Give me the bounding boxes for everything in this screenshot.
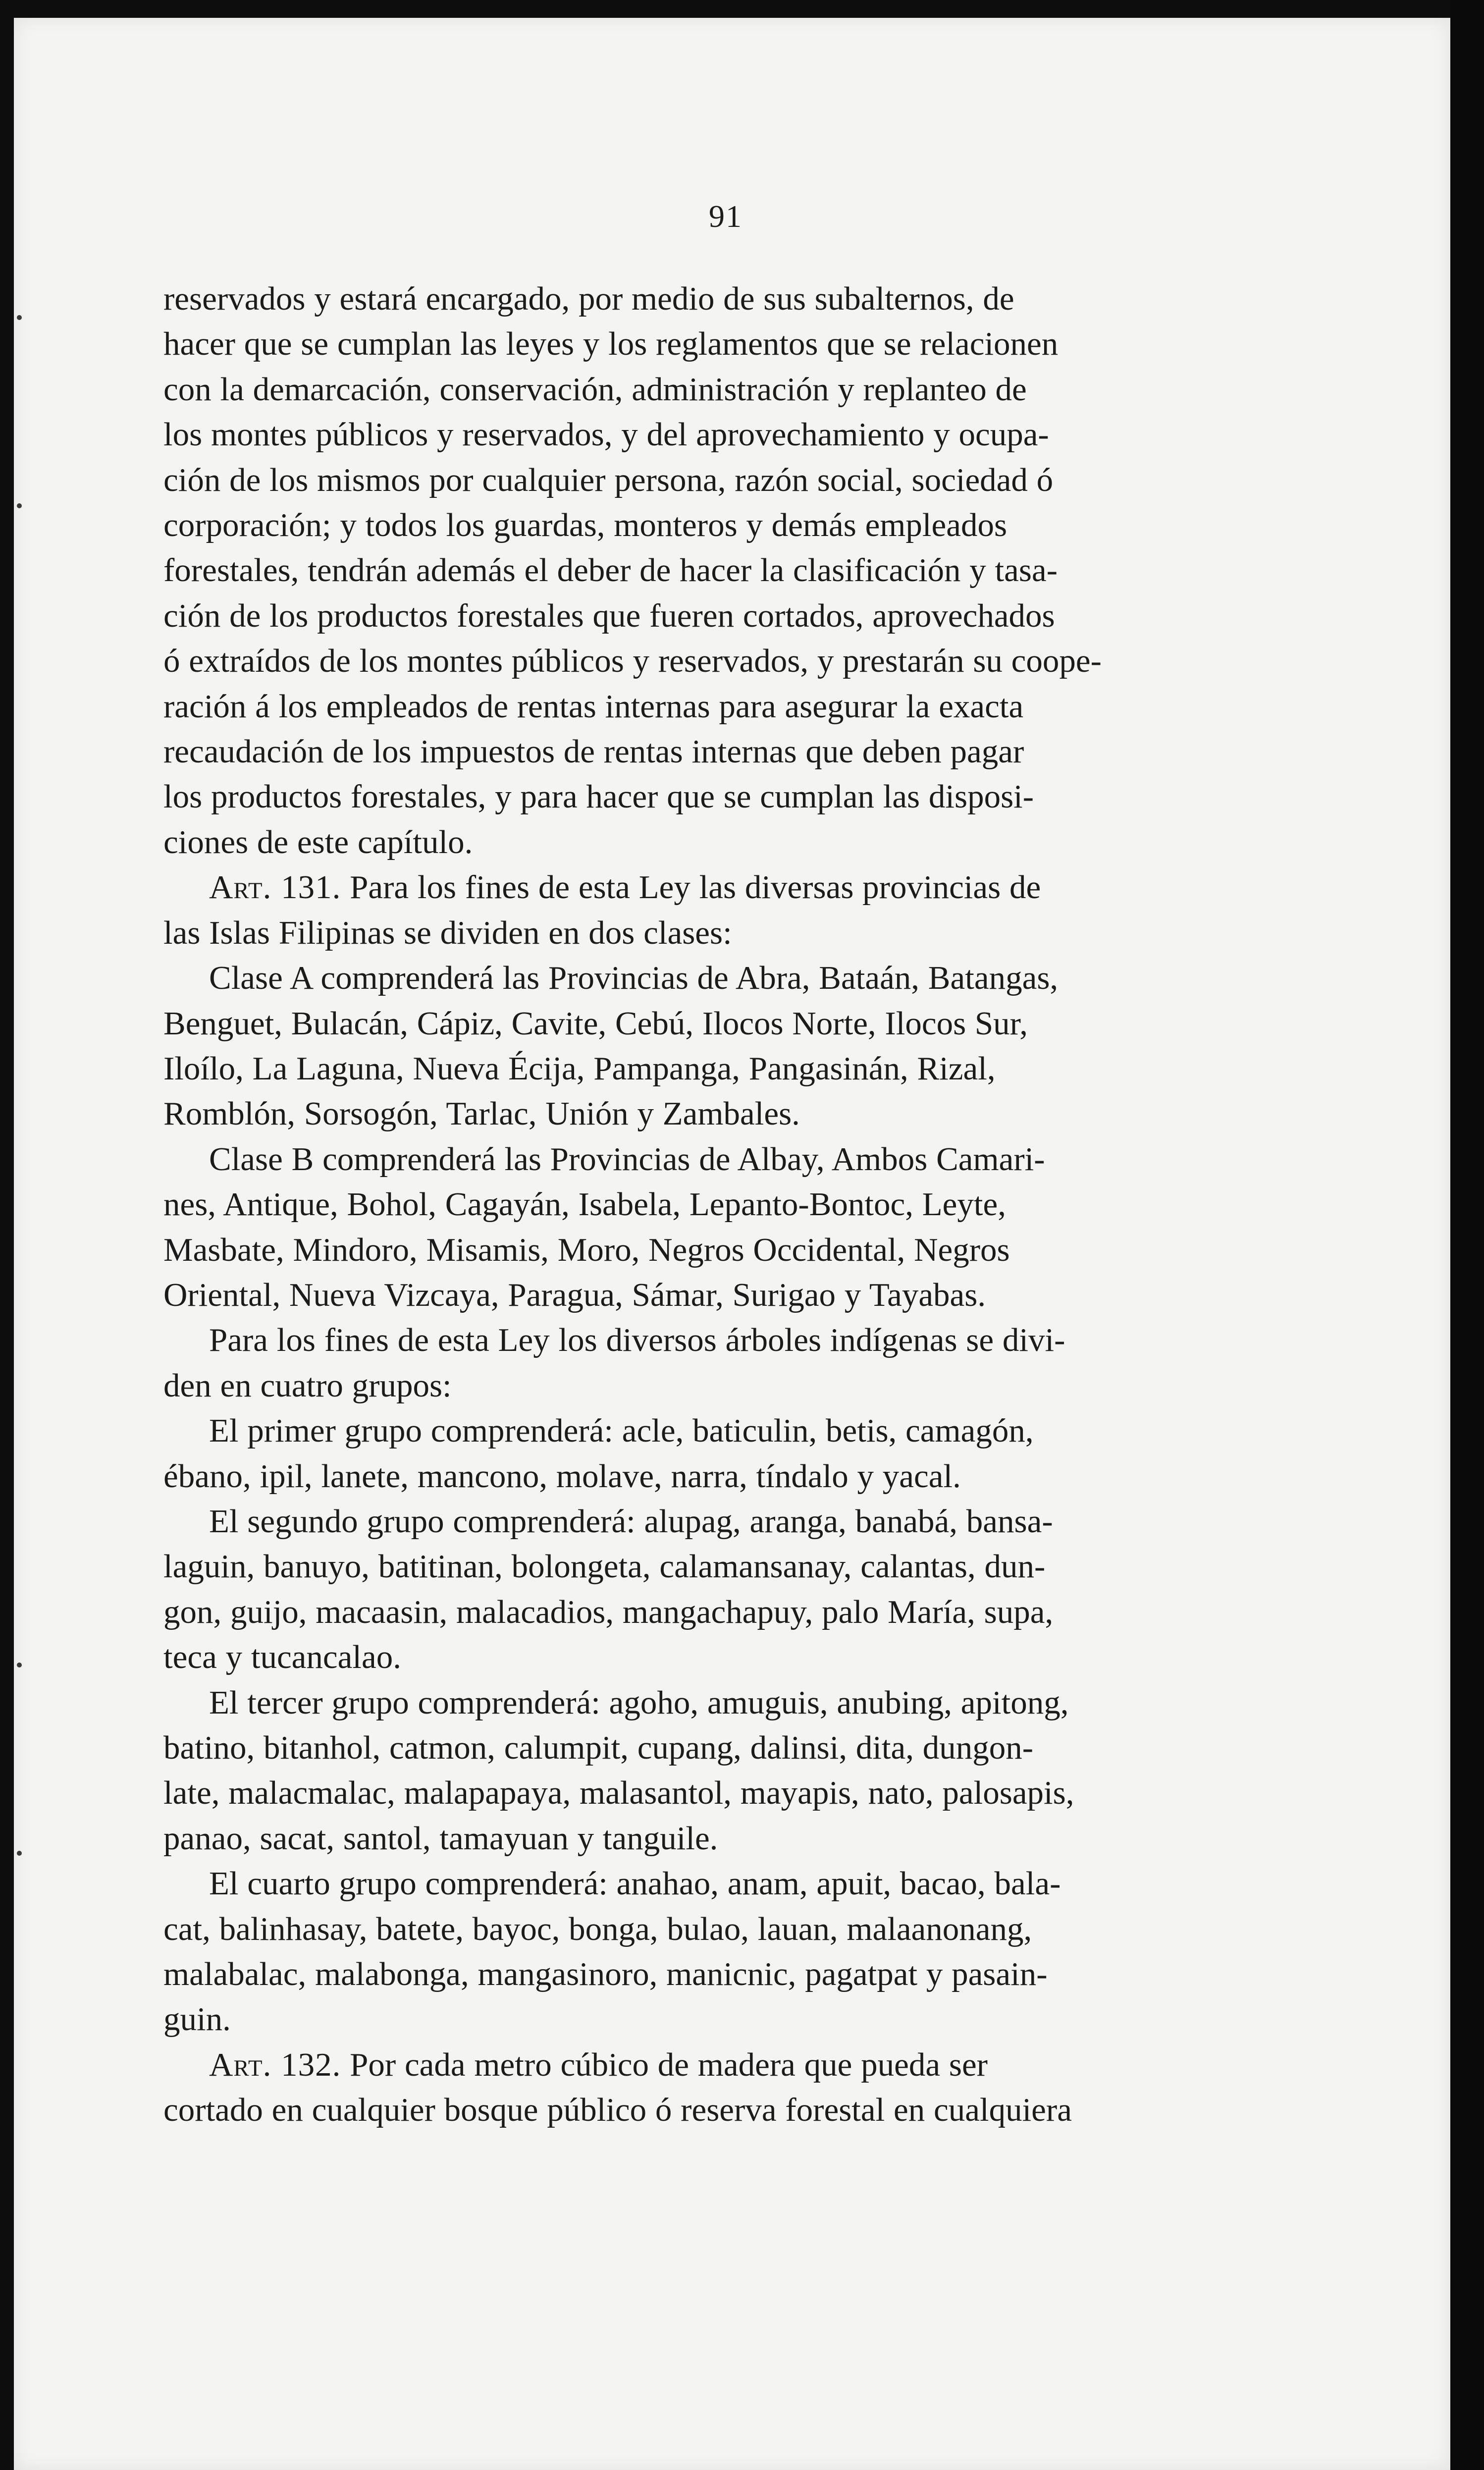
- text-line: El cuarto grupo comprenderá: anahao, anam, apuit, bacao, bala-: [209, 1865, 1061, 1902]
- text-line: ciones de este capítulo.: [163, 823, 473, 860]
- text-line: gon, guijo, macaasin, malacadios, mangachapuy, palo María, supa,: [163, 1593, 1054, 1630]
- text-line: hacer que se cumplan las leyes y los reglamentos que se relacionen: [163, 325, 1059, 363]
- page-text: [163, 198, 1288, 2133]
- text-line: Para los fines de esta Ley las diversas provincias de: [350, 869, 1041, 906]
- text-line: guin.: [163, 2001, 231, 2038]
- text-line: cortado en cualquier bosque público ó reserva forestal en cualquiera: [163, 2092, 1072, 2129]
- text-line: ó extraídos de los montes públicos y reservados, y prestarán su coope-: [163, 643, 1102, 680]
- text-line: El segundo grupo comprenderá: alupag, aranga, banabá, bansa-: [209, 1503, 1053, 1540]
- paragraph-p5: [163, 1318, 1288, 1408]
- text-line: batino, bitanhol, catmon, calumpit, cupang, dalinsi, dita, dungon-: [163, 1729, 1034, 1766]
- text-line: El tercer grupo comprenderá: agoho, amuguis, anubing, apitong,: [209, 1684, 1069, 1721]
- text-line: Masbate, Mindoro, Misamis, Moro, Negros Occidental, Negros: [163, 1231, 1010, 1268]
- text-line: los montes públicos y reservados, y del aprovechamiento y ocupa-: [163, 416, 1049, 453]
- text-line: late, malacmalac, malapapaya, malasantol, mayapis, nato, palosapis,: [163, 1774, 1074, 1812]
- text-line: ébano, ipil, lanete, mancono, molave, narra, tíndalo y yacal.: [163, 1457, 961, 1495]
- margin-mark: [17, 1663, 22, 1667]
- margin-mark: [17, 1851, 22, 1856]
- paragraph-p4: [163, 1137, 1288, 1318]
- text-line: Clase A comprenderá las Provincias de Abra, Bataán, Batangas,: [209, 960, 1059, 997]
- paragraph-p6: [163, 1408, 1288, 1499]
- text-line: laguin, banuyo, batitinan, bolongeta, calamansanay, calantas, dun-: [163, 1548, 1046, 1585]
- margin-mark: [17, 315, 22, 320]
- scan-edge: [1450, 0, 1484, 2470]
- text-line: ción de los mismos por cualquier persona, razón social, sociedad ó: [163, 461, 1054, 498]
- text-line: Romblón, Sorsogón, Tarlac, Unión y Zambales.: [163, 1095, 800, 1132]
- text-line: reservados y estará encargado, por medio de sus subalternos, de: [163, 280, 1014, 317]
- text-line: forestales, tendrán además el deber de hacer la clasificación y tasa-: [163, 552, 1058, 589]
- paragraph-p7: [163, 1499, 1288, 1680]
- paragraph-p10: [163, 2042, 1288, 2133]
- text-line: Iloílo, La Laguna, Nueva Écija, Pampanga, Pangasinán, Rizal,: [163, 1050, 996, 1087]
- text-line: ración á los empleados de rentas internas para asegurar la exacta: [163, 688, 1024, 725]
- text-line: Para los fines de esta Ley los diversos árboles indígenas se divi-: [209, 1322, 1065, 1359]
- text-line: los productos forestales, y para hacer que se cumplan las disposi-: [163, 778, 1034, 815]
- text-line: panao, sacat, santol, tamayuan y tanguile.: [163, 1820, 718, 1857]
- text-line: Clase B comprenderá las Provincias de Albay, Ambos Camari-: [209, 1140, 1045, 1178]
- text-line: Oriental, Nueva Vizcaya, Paragua, Sámar, Surigao y Tayabas.: [163, 1276, 986, 1313]
- paragraph-p9: [163, 1861, 1288, 2042]
- text-line: ción de los productos forestales que fueren cortados, aprovechados: [163, 597, 1055, 634]
- text-line: con la demarcación, conservación, administración y replanteo de: [163, 371, 1027, 408]
- text-line: Por cada metro cúbico de madera que pueda ser: [350, 2046, 988, 2083]
- article-label: Art. 131.: [209, 869, 341, 906]
- text-line: cat, balinhasay, batete, bayoc, bonga, bulao, lauan, malaanonang,: [163, 1910, 1032, 1947]
- text-line: corporación; y todos los guardas, monteros y demás empleados: [163, 507, 1007, 544]
- text-line: malabalac, malabonga, mangasinoro, manicnic, pagatpat y pasain-: [163, 1956, 1048, 1993]
- paragraph-p3: [163, 956, 1288, 1137]
- article-label: Art. 132.: [209, 2046, 341, 2083]
- paragraph-p2: [163, 865, 1288, 956]
- page-number: 91: [709, 199, 742, 234]
- margin-mark: [17, 503, 22, 508]
- text-line: El primer grupo comprenderá: acle, baticulin, betis, camagón,: [209, 1412, 1034, 1450]
- text-line: nes, Antique, Bohol, Cagayán, Isabela, Lepanto-Bontoc, Leyte,: [163, 1186, 1007, 1223]
- text-line: Benguet, Bulacán, Cápiz, Cavite, Cebú, Ilocos Norte, Ilocos Sur,: [163, 1005, 1028, 1042]
- text-line: las Islas Filipinas se dividen en dos clases:: [163, 914, 732, 951]
- text-line: recaudación de los impuestos de rentas internas que deben pagar: [163, 733, 1024, 770]
- text-line: den en cuatro grupos:: [163, 1367, 452, 1404]
- paragraph-p8: [163, 1680, 1288, 1862]
- paragraphs: [163, 276, 1288, 2133]
- text-line: teca y tucancalao.: [163, 1639, 401, 1676]
- paragraph-p1: [163, 276, 1288, 865]
